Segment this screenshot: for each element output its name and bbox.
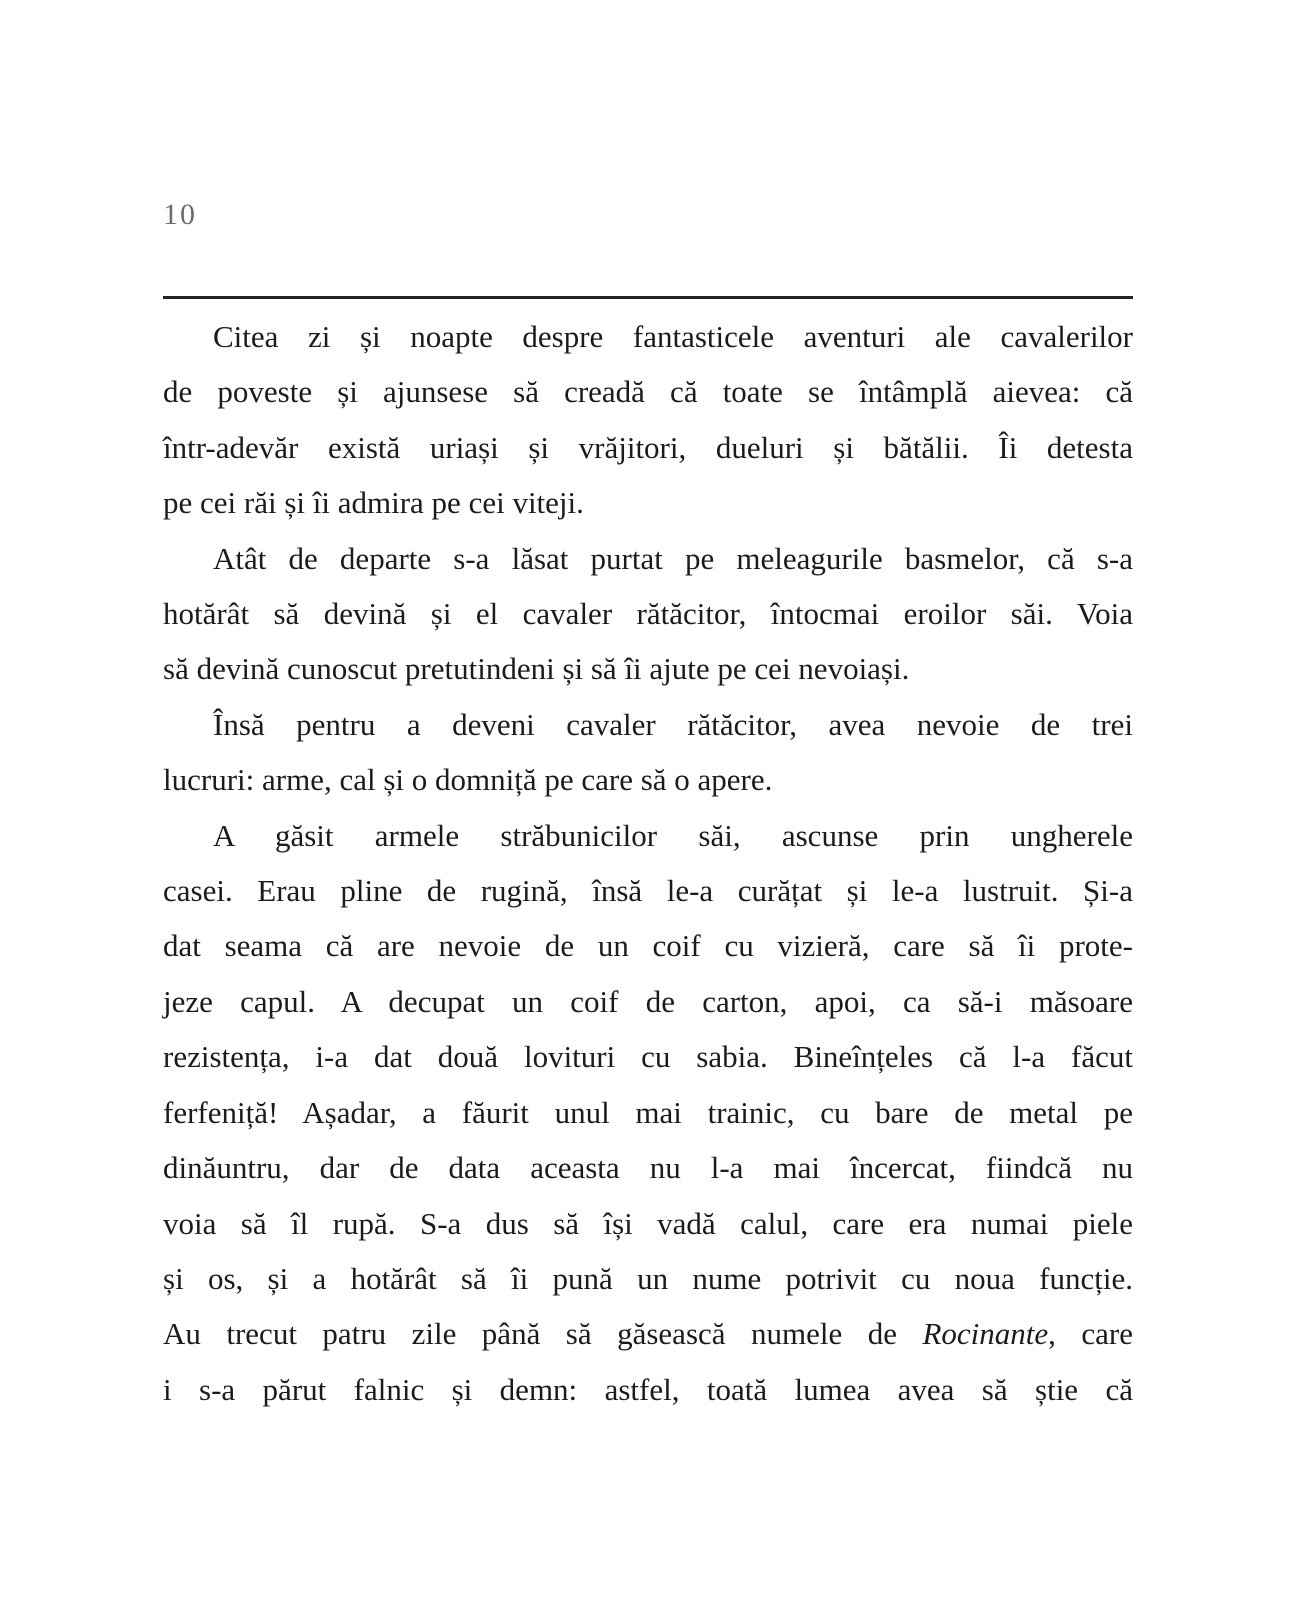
text-line: dinăuntru, dar de data aceasta nu l-a mai încercat, fiindcă nu xyxy=(163,1150,1133,1186)
text-line: într-adevăr există uriași și vrăjitori, dueluri și bătălii. Îi detesta xyxy=(163,429,1133,465)
text-line: rezistența, i-a dat două lovituri cu sabia. Bineînțeles că l-a făcut xyxy=(163,1039,1133,1075)
text-segment: , care xyxy=(1048,1316,1133,1352)
text-line: casei. Erau pline de rugină, însă le-a curățat și le-a lustruit. Și-a xyxy=(163,873,1133,909)
text-line: A găsit armele străbunicilor săi, ascunse prin ungherele xyxy=(213,817,1133,853)
text-line: hotărât să devină și el cavaler rătăcitor, întocmai eroilor săi. Voia xyxy=(163,596,1133,632)
text-line: jeze capul. A decupat un coif de carton, apoi, ca să-i măsoare xyxy=(163,983,1133,1019)
text-line: ferfeniță! Așadar, a făurit unul mai trainic, cu bare de metal pe xyxy=(163,1094,1133,1130)
text-line: lucruri: arme, cal și o domniță pe care să o apere. xyxy=(163,762,773,798)
text-line: i s-a părut falnic și demn: astfel, toată lumea avea să știe că xyxy=(163,1371,1133,1407)
text-line: Atât de departe s-a lăsat purtat pe meleagurile basmelor, că s-a xyxy=(213,540,1133,576)
text-line: voia să îl rupă. S-a dus să își vadă calul, care era numai piele xyxy=(163,1205,1133,1241)
text-line: dat seama că are nevoie de un coif cu vizieră, care să îi prote- xyxy=(163,928,1133,964)
text-line: să devină cunoscut pretutindeni și să îi ajute pe cei nevoiași. xyxy=(163,651,910,687)
text-line: pe cei răi și îi admira pe cei viteji. xyxy=(163,485,584,521)
text-line: de poveste și ajunsese să creadă că toate se întâmplă aievea: că xyxy=(163,374,1133,410)
text-line: Citea zi și noapte despre fantasticele aventuri ale cavalerilor xyxy=(213,319,1133,354)
text-line: Însă pentru a deveni cavaler rătăcitor, avea nevoie de trei xyxy=(213,706,1133,742)
header-rule xyxy=(163,296,1133,299)
text-line xyxy=(163,1306,1133,1361)
horse-name-italic: Rocinante xyxy=(922,1316,1049,1352)
text-segment: Au trecut patru zile până să găsească numele de xyxy=(163,1316,923,1352)
text-line: și os, și a hotărât să îi pună un nume potrivit cu noua funcție. xyxy=(163,1260,1133,1296)
body-text xyxy=(163,309,1133,1417)
page-number: 10 xyxy=(163,198,197,231)
